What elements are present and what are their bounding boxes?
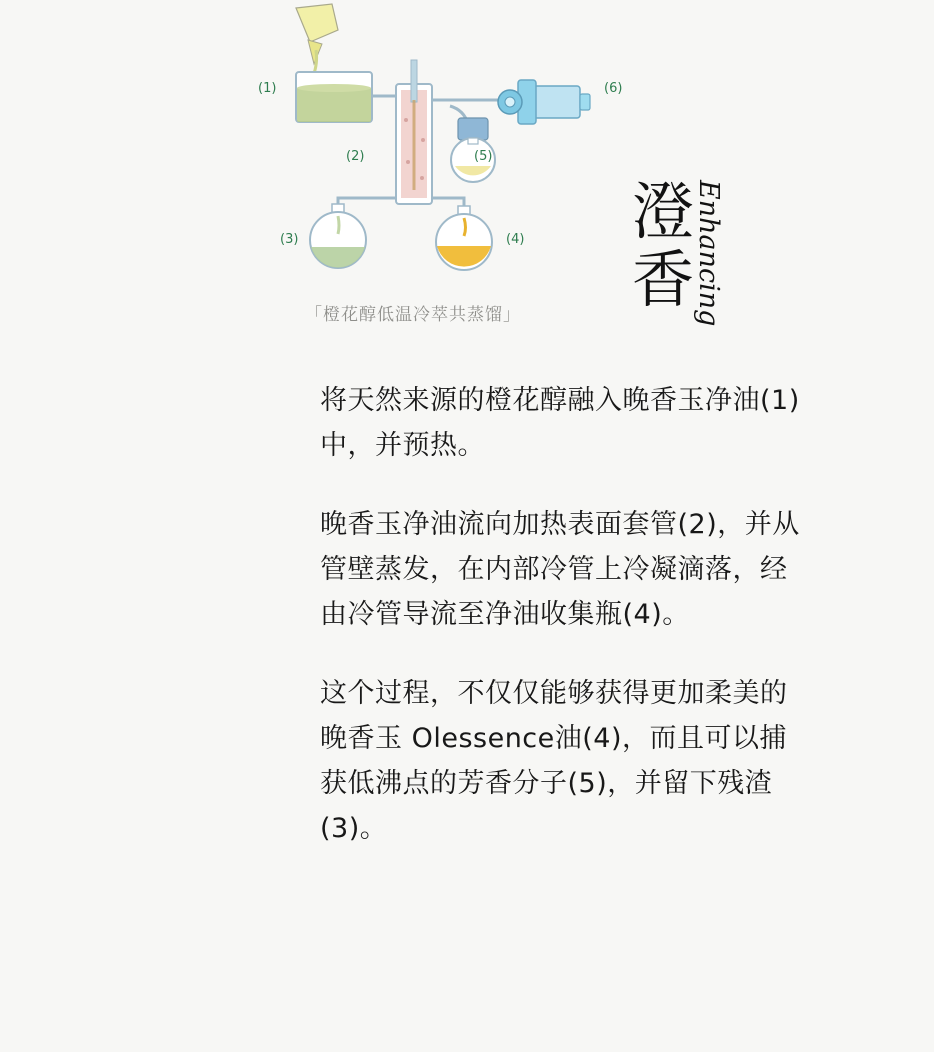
diagram-label-1: (1) xyxy=(258,81,277,96)
body-text xyxy=(320,378,800,885)
diagram-label-3: (3) xyxy=(280,232,299,247)
body-paragraph-1: 将天然来源的橙花醇融入晚香玉净油(1)中，并预热。 xyxy=(320,385,800,461)
diagram-label-4: (4) xyxy=(506,232,525,247)
vacuum-pump-icon xyxy=(498,80,590,124)
column-2-icon xyxy=(396,60,432,204)
flask-3-icon xyxy=(310,204,366,268)
diagram-label-6: (6) xyxy=(604,81,623,96)
pouring-flask-icon xyxy=(296,4,338,76)
title-block xyxy=(628,175,788,358)
title-english: Enhancing xyxy=(693,180,724,327)
body-paragraph-2: 晚香玉净油流向加热表面套管(2)，并从管壁蒸发，在内部冷管上冷凝滴落，经由冷管导流至净油收集瓶(4)。 xyxy=(320,509,800,630)
cold-trap-5-icon xyxy=(450,106,495,182)
title-chinese-char-1: 澄 xyxy=(631,175,694,248)
distillation-diagram xyxy=(236,0,656,300)
beaker-1-icon xyxy=(296,72,398,122)
diagram-label-2: (2) xyxy=(346,149,365,164)
diagram-label-5: (5) xyxy=(474,149,493,164)
title-chinese xyxy=(628,175,698,316)
diagram-caption: 「橙花醇低温冷萃共蒸馏」 xyxy=(305,305,521,325)
body-paragraph-3: 这个过程，不仅仅能够获得更加柔美的晚香玉 Olessence油(4)，而且可以捕获低沸点的芳香分子(5)，并留下残渣(3)。 xyxy=(320,678,788,844)
title-chinese-char-2: 香 xyxy=(631,243,694,316)
flask-4-icon xyxy=(436,206,492,270)
